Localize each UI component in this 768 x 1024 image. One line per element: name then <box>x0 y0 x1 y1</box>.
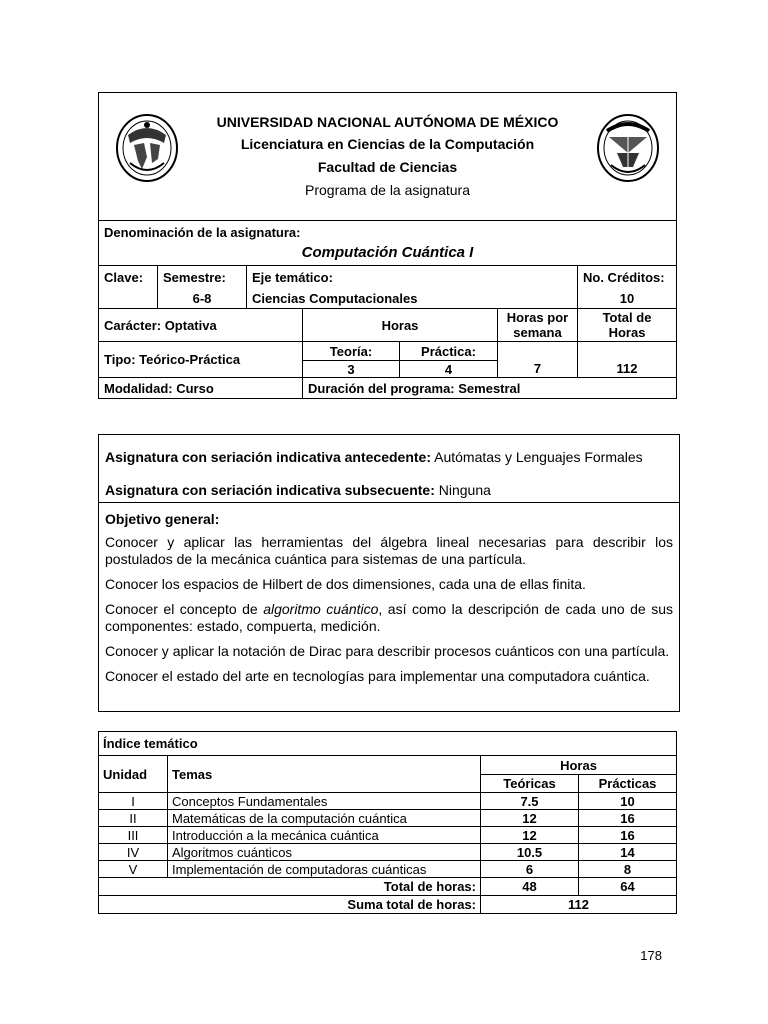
teoricas-cell: 7.5 <box>481 793 579 810</box>
antecedent-line <box>105 449 673 465</box>
subsequent-line <box>105 482 673 498</box>
page-number: 178 <box>640 948 662 963</box>
creditos-label: No. Créditos: <box>583 270 665 286</box>
objective-4: Conocer y aplicar la notación de Dirac para describir procesos cuánticos con una partícula. <box>105 643 670 659</box>
topic-cell: Conceptos Fundamentales <box>168 793 481 810</box>
total-horas-label: Total de Horas <box>578 309 677 342</box>
teoria-value: 3 <box>303 360 400 378</box>
document-type: Programa de la asignatura <box>305 182 470 198</box>
objective-3-pre: Conocer el concepto de <box>105 601 264 617</box>
subject-info-table <box>98 92 677 399</box>
total-horas-value: 112 <box>578 342 677 378</box>
subject-name-label: Denominación de la asignatura: <box>104 225 301 241</box>
duracion-cell: Duración del programa: Semestral <box>303 378 677 399</box>
table-row <box>99 827 677 844</box>
teoricas-cell: 10.5 <box>481 844 579 861</box>
objective-2: Conocer los espacios de Hilbert de dos dimensiones, cada una de ellas finita. <box>105 576 586 592</box>
total-practicas: 64 <box>579 878 677 896</box>
subject-name-cell <box>99 220 677 265</box>
semestre-value: 6-8 <box>192 291 212 307</box>
semestre-cell <box>158 266 247 309</box>
objective-3-italic: algoritmo cuántico <box>263 601 379 617</box>
caracter-cell: Carácter: Optativa <box>99 309 303 342</box>
antecedent-label: Asignatura con seriación indicativa antecedente: <box>105 449 431 465</box>
subsequent-value: Ninguna <box>438 482 491 498</box>
university-name: UNIVERSIDAD NACIONAL AUTÓNOMA DE MÉXICO <box>216 114 559 130</box>
table-row <box>99 810 677 827</box>
eje-label: Eje temático: <box>252 270 333 286</box>
practicas-cell: 16 <box>579 810 677 827</box>
topic-cell: Implementación de computadoras cuánticas <box>168 861 481 878</box>
practicas-cell: 16 <box>579 827 677 844</box>
table-row <box>99 844 677 861</box>
program-name: Licenciatura en Ciencias de la Computación <box>240 136 535 152</box>
creditos-cell <box>578 266 677 309</box>
header-cell <box>99 93 677 221</box>
objectives-title: Objetivo general: <box>105 511 220 527</box>
topic-cell: Algoritmos cuánticos <box>168 844 481 861</box>
topic-cell: Matemáticas de la computación cuántica <box>168 810 481 827</box>
practica-value: 4 <box>400 360 498 378</box>
horas-semana-value: 7 <box>498 342 578 378</box>
teoria-label: Teoría: <box>303 342 400 361</box>
sum-hours-value: 112 <box>481 896 677 914</box>
eje-cell <box>247 266 578 309</box>
objective-3-post: , así como la descripción de cada uno de sus componentes: estado, compuerta, medición. <box>105 601 673 634</box>
objective-1: Conocer y aplicar las herramientas del álgebra lineal necesarias para describir los postulados de la mecánica cuántica para sistemas de una partícula. <box>105 534 673 567</box>
total-teoricas: 48 <box>481 878 579 896</box>
practicas-cell: 8 <box>579 861 677 878</box>
unit-cell: IV <box>99 844 168 861</box>
col-unidad: Unidad <box>99 756 168 793</box>
practicas-cell: 10 <box>579 793 677 810</box>
sum-hours-label: Suma total de horas: <box>99 896 481 914</box>
eje-value: Ciencias Computacionales <box>252 291 418 307</box>
total-hours-label: Total de horas: <box>99 878 481 896</box>
faculty-name: Facultad de Ciencias <box>317 159 458 175</box>
practicas-cell: 14 <box>579 844 677 861</box>
semestre-label: Semestre: <box>163 270 226 286</box>
subject-name: Computación Cuántica I <box>301 244 474 262</box>
objective-3 <box>105 601 673 635</box>
unit-cell: III <box>99 827 168 844</box>
antecedent-value: Autómatas y Lenguajes Formales <box>434 449 643 465</box>
unit-cell: II <box>99 810 168 827</box>
modalidad-cell: Modalidad: Curso <box>99 378 303 399</box>
col-temas: Temas <box>168 756 481 793</box>
index-title: Índice temático <box>99 732 677 756</box>
col-practicas: Prácticas <box>579 775 677 793</box>
unit-cell: I <box>99 793 168 810</box>
creditos-value: 10 <box>619 291 635 307</box>
teoricas-cell: 6 <box>481 861 579 878</box>
tipo-cell: Tipo: Teórico-Práctica <box>99 342 303 378</box>
objectives-box <box>98 434 680 712</box>
thematic-index-table <box>98 731 677 914</box>
col-teoricas: Teóricas <box>481 775 579 793</box>
practica-label: Práctica: <box>400 342 498 361</box>
topic-cell: Introducción a la mecánica cuántica <box>168 827 481 844</box>
seriation-section <box>99 435 679 503</box>
unit-cell: V <box>99 861 168 878</box>
col-horas: Horas <box>481 756 677 775</box>
teoricas-cell: 12 <box>481 810 579 827</box>
horas-label: Horas <box>303 309 498 342</box>
horas-semana-label: Horas por semana <box>498 309 578 342</box>
objectives-section <box>99 503 679 711</box>
table-row <box>99 793 677 810</box>
clave-cell <box>99 266 158 309</box>
teoricas-cell: 12 <box>481 827 579 844</box>
objective-5: Conocer el estado del arte en tecnologías para implementar una computadora cuántica. <box>105 668 650 684</box>
clave-label: Clave: <box>104 270 144 286</box>
table-row <box>99 861 677 878</box>
subsequent-label: Asignatura con seriación indicativa subsecuente: <box>105 482 435 498</box>
